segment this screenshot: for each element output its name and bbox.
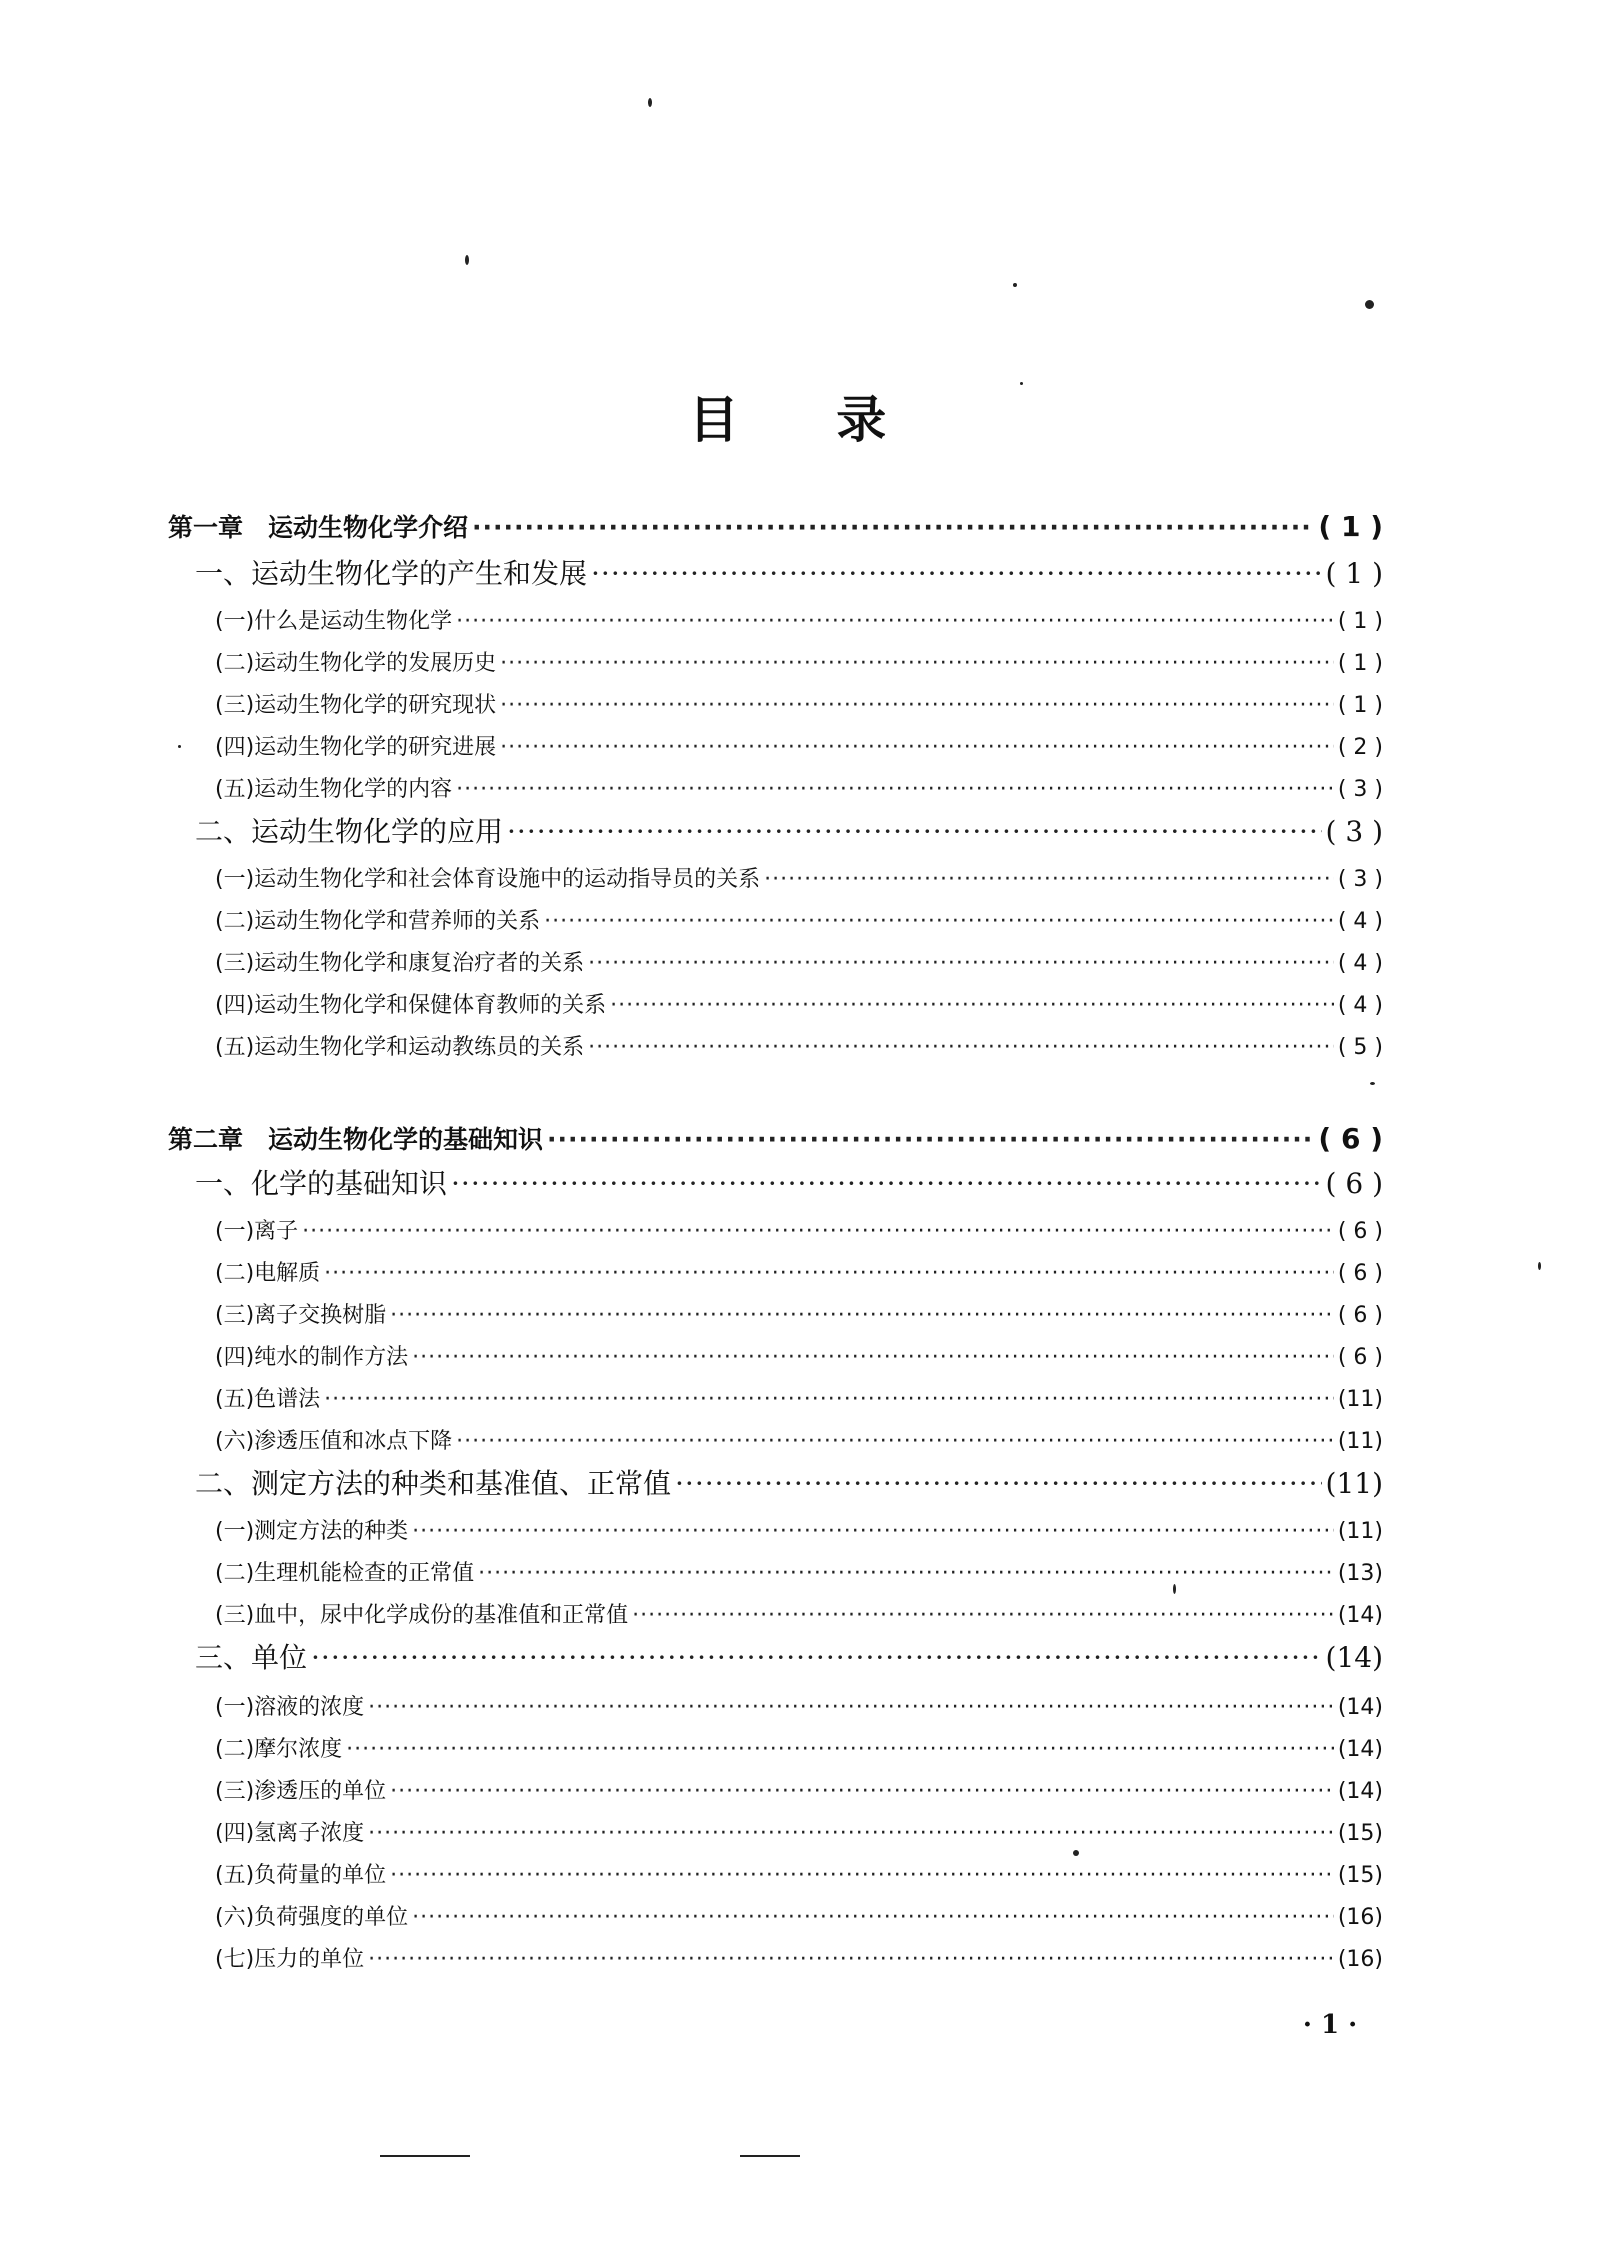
toc-page-number: ( 3 ) [1337,867,1383,892]
page-title: 目 录 [688,390,927,449]
dot-leader [451,1167,1322,1200]
toc-page-number: ( 4 ) [1337,909,1383,934]
dot-leader [500,651,1334,676]
toc-section [195,552,1383,592]
toc-subsection [215,1256,1383,1287]
toc-section [195,810,1383,850]
toc-subsection [215,1598,1383,1629]
toc-label: (六)负荷强度的单位 [215,1905,409,1930]
toc-subsection [215,1514,1383,1545]
toc-page-number: (11) [1337,1387,1383,1412]
toc-label: (三)血中，尿中化学成份的基准值和正常值 [215,1603,629,1628]
toc-label: (四)氢离子浓度 [215,1821,365,1846]
dot-leader [390,1863,1334,1888]
dot-leader [368,1695,1334,1720]
toc-page-number: ( 6 ) [1337,1219,1383,1244]
toc-label: 第二章 运动生物化学的基础知识 [168,1125,544,1154]
dot-leader [764,867,1334,892]
dot-leader [324,1261,1334,1286]
toc-subsection [215,1732,1383,1763]
scan-speck [1020,382,1023,385]
toc-page-number: ( 4 ) [1337,951,1383,976]
toc-page-number: (15) [1337,1863,1383,1888]
toc-page-number: ( 3 ) [1337,777,1383,802]
toc-page-number: ( 6 ) [1337,1261,1383,1286]
dot-leader [368,1821,1334,1846]
toc-subsection [215,1214,1383,1245]
scan-speck [465,255,469,265]
scan-speck [1073,1850,1079,1856]
toc-page-number: (14) [1337,1603,1383,1628]
toc-page-number: (11) [1337,1519,1383,1544]
dot-leader [500,735,1334,760]
toc-label: 三、单位 [195,1641,308,1674]
toc-label: 二、运动生物化学的应用 [195,815,504,848]
dot-leader [675,1467,1322,1500]
toc-page-number: ( 3 ) [1325,815,1383,848]
toc-page-number: ( 1 ) [1337,693,1383,718]
toc-chapter-1 [168,508,1383,544]
toc-page-number: ( 4 ) [1337,993,1383,1018]
dot-leader [311,1641,1322,1674]
toc-page-number: ( 1 ) [1318,510,1383,543]
dot-leader [632,1603,1334,1628]
toc-label: (三)离子交换树脂 [215,1303,387,1328]
toc-label: (一)离子 [215,1219,299,1244]
toc-label: (二)摩尔浓度 [215,1737,343,1762]
toc-page-number: (13) [1337,1561,1383,1586]
toc-subsection [215,730,1383,761]
toc-label: (三)运动生物化学和康复治疗者的关系 [215,951,585,976]
toc-subsection [215,904,1383,935]
dot-leader [547,1125,1314,1154]
toc-label: (七)压力的单位 [215,1947,365,1972]
toc-label: 一、化学的基础知识 [195,1167,448,1200]
toc-subsection [215,946,1383,977]
toc-label: (四)纯水的制作方法 [215,1345,409,1370]
toc-chapter-2 [168,1120,1383,1156]
dot-leader [390,1303,1334,1328]
toc-label: (一)什么是运动生物化学 [215,609,453,634]
dot-leader [412,1519,1334,1544]
page-number-footer: · 1 · [1302,2010,1358,2040]
toc-subsection [215,1942,1383,1973]
toc-page-number: (16) [1337,1947,1383,1972]
dot-leader [412,1905,1334,1930]
dot-leader [456,777,1334,802]
toc-subsection [215,646,1383,677]
toc-subsection [215,988,1383,1019]
toc-subsection [215,1816,1383,1847]
toc-label: (二)运动生物化学和营养师的关系 [215,909,541,934]
toc-label: (一)测定方法的种类 [215,1519,409,1544]
toc-subsection [215,1556,1383,1587]
dot-leader [302,1219,1334,1244]
toc-label: (五)负荷量的单位 [215,1863,387,1888]
dot-leader [390,1779,1334,1804]
dot-leader [588,1035,1334,1060]
toc-page-number: ( 2 ) [1337,735,1383,760]
toc-subsection [215,1424,1383,1455]
toc-page-number: (14) [1337,1779,1383,1804]
toc-page-number: (14) [1337,1737,1383,1762]
dot-leader [412,1345,1334,1370]
toc-section [195,1162,1383,1202]
toc-label: (五)色谱法 [215,1387,321,1412]
dot-leader [507,815,1322,848]
dot-leader [456,609,1334,634]
toc-subsection [215,604,1383,635]
toc-label: (一)运动生物化学和社会体育设施中的运动指导员的关系 [215,867,761,892]
toc-page-number: (11) [1337,1429,1383,1454]
scan-speck [740,2155,800,2157]
toc-label: (六)渗透压值和冰点下降 [215,1429,453,1454]
toc-page-number: ( 1 ) [1325,557,1383,590]
scan-speck [648,98,652,107]
toc-page-number: ( 6 ) [1325,1167,1383,1200]
scan-speck [1173,1584,1176,1594]
toc-subsection [215,688,1383,719]
dot-leader [500,693,1334,718]
dot-leader [346,1737,1334,1762]
toc-label: 一、运动生物化学的产生和发展 [195,557,588,590]
toc-label: (三)运动生物化学的研究现状 [215,693,497,718]
toc-page-number: (16) [1337,1905,1383,1930]
toc-section [195,1462,1383,1502]
dot-leader [591,557,1322,590]
toc-page-number: (14) [1325,1641,1383,1674]
dot-leader [456,1429,1334,1454]
toc-label: (五)运动生物化学的内容 [215,777,453,802]
toc-label: (五)运动生物化学和运动教练员的关系 [215,1035,585,1060]
toc-subsection [215,1690,1383,1721]
scan-speck [380,2155,470,2157]
toc-page-number: ( 6 ) [1337,1303,1383,1328]
dot-leader [478,1561,1334,1586]
toc-label: (三)渗透压的单位 [215,1779,387,1804]
toc-label: 第一章 运动生物化学介绍 [168,513,469,542]
dot-leader [588,951,1334,976]
toc-label: (四)运动生物化学的研究进展 [215,735,497,760]
toc-page-number: ( 6 ) [1318,1122,1383,1155]
toc-subsection [215,1900,1383,1931]
toc-subsection [215,1774,1383,1805]
toc-subsection [215,1030,1383,1061]
toc-label: (一)溶液的浓度 [215,1695,365,1720]
dot-leader [544,909,1334,934]
toc-page-number: (11) [1325,1467,1383,1500]
scan-speck [178,745,181,748]
toc-label: (二)生理机能检查的正常值 [215,1561,475,1586]
toc-subsection [215,862,1383,893]
toc-page-number: (15) [1337,1821,1383,1846]
toc-subsection [215,772,1383,803]
scan-speck [1538,1262,1541,1270]
toc-subsection [215,1382,1383,1413]
toc-page-number: ( 5 ) [1337,1035,1383,1060]
scan-speck [1013,283,1017,287]
dot-leader [472,513,1314,542]
dot-leader [324,1387,1334,1412]
toc-page-number: (14) [1337,1695,1383,1720]
toc-subsection [215,1340,1383,1371]
dot-leader [368,1947,1334,1972]
toc-page-number: ( 1 ) [1337,651,1383,676]
toc-page-number: ( 1 ) [1337,609,1383,634]
toc-page-number: ( 6 ) [1337,1345,1383,1370]
dot-leader [610,993,1334,1018]
toc-label: (四)运动生物化学和保健体育教师的关系 [215,993,607,1018]
toc-label: (二)运动生物化学的发展历史 [215,651,497,676]
scan-speck [1365,300,1374,309]
toc-section [195,1636,1383,1676]
toc-subsection [215,1298,1383,1329]
toc-label: (二)电解质 [215,1261,321,1286]
scan-speck [1370,1082,1375,1085]
toc-subsection [215,1858,1383,1889]
toc-label: 二、测定方法的种类和基准值、正常值 [195,1467,672,1500]
